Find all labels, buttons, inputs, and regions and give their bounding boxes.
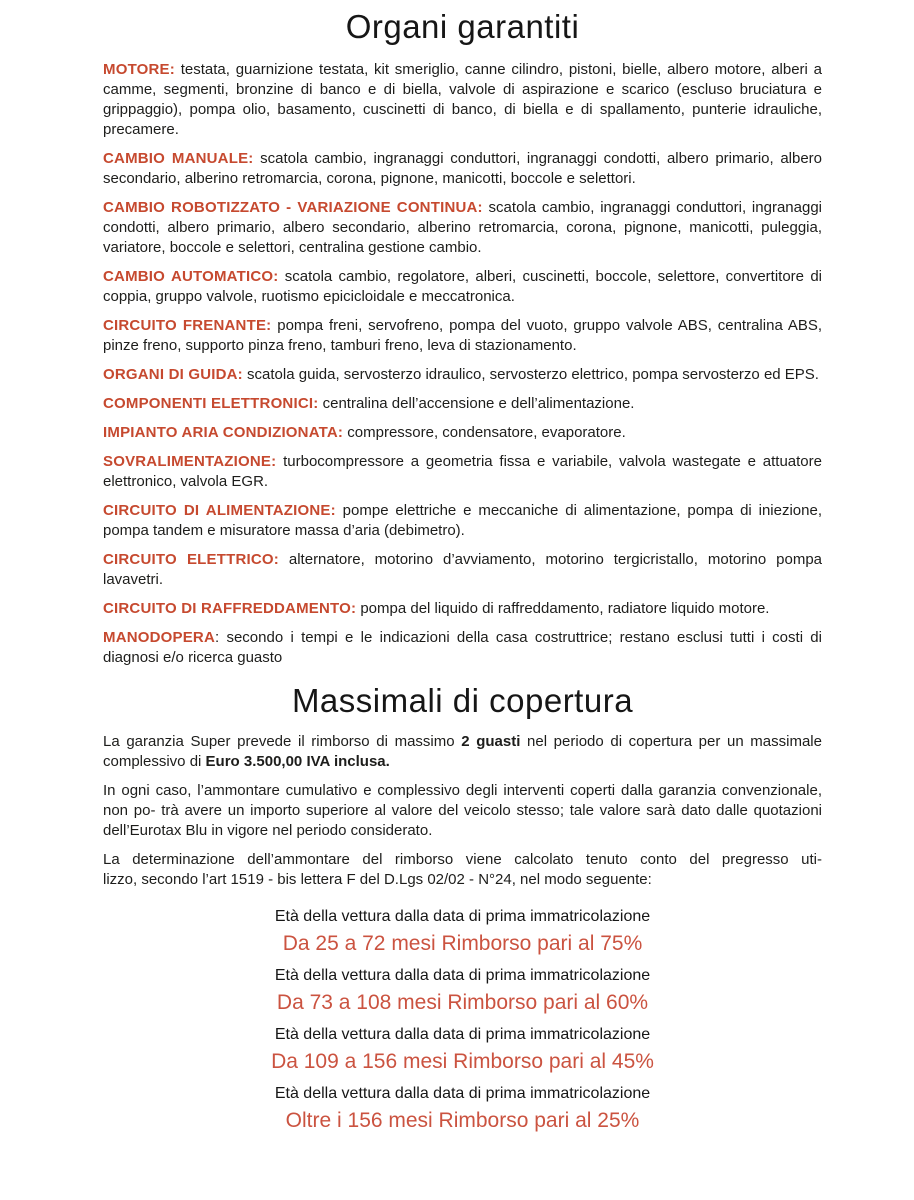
- warranty-item-label: MANODOPERA: [103, 629, 216, 646]
- warranty-item-label: IMPIANTO ARIA CONDIZIONATA:: [103, 424, 344, 441]
- warranty-item-text: alternatore, motorino d’avviamento, motorino tergicristallo, motorino pompa lavavetri.: [103, 551, 823, 588]
- vehicle-age-line: Età della vettura dalla data di prima immatricolazione: [274, 1085, 651, 1102]
- body-paragraph: [103, 732, 822, 772]
- warranty-item-label: CIRCUITO DI RAFFREDDAMENTO:: [103, 600, 357, 617]
- warranty-item-label: CIRCUITO DI ALIMENTAZIONE:: [103, 502, 336, 519]
- page-title-massimali-di-copertura: Massimali di copertura: [291, 682, 634, 719]
- refund-block: [103, 965, 822, 1016]
- warranty-item: [103, 550, 822, 590]
- warranty-item: [103, 423, 822, 443]
- warranty-item-label: COMPONENTI ELETTRONICI:: [103, 395, 319, 412]
- warranty-item: [103, 628, 822, 668]
- body-paragraph: [103, 781, 822, 841]
- warranty-item-label: CIRCUITO ELETTRICO:: [103, 551, 279, 568]
- warranty-item: [103, 316, 822, 356]
- refund-block: [103, 1024, 822, 1075]
- text-run: In ogni caso, l’ammontare cumulativo e complessivo degli interventi coperti dalla garanzia convenzionale, non po- trà avere un importo superiore al valore del veicolo stesso; tale valore sarà dato dalle quotazioni dell’Eurotax Blu in vigore nel periodo considerato.: [103, 782, 822, 839]
- warranty-item: [103, 60, 822, 140]
- vehicle-age-line: Età della vettura dalla data di prima immatricolazione: [274, 1026, 651, 1043]
- text-run: nel periodo di copertura per un massimale complessivo di: [103, 733, 822, 770]
- warranty-item-label: ORGANI DI GUIDA:: [103, 366, 243, 383]
- paragraph-line: lizzo, secondo l’art 1519 - bis lettera F del D.Lgs 02/02 - N°24, nel modo seguente:: [103, 871, 652, 888]
- refund-schedule-section: [103, 906, 822, 1134]
- warranty-item-text: testata, guarnizione testata, kit smeriglio, canne cilindro, pistoni, bielle, albero motore, alberi a camme, segmenti, bronzine di banco e di biella, valvole di aspirazione e scarico (escluso bruciatura e grippaggio), pompa olio, basamento, cuscinetti di banco, di biella e di spallamento, punterie idrauliche, precamere.: [103, 61, 822, 138]
- bold-text-run: Euro 3.500,00 IVA inclusa.: [205, 753, 390, 770]
- body-paragraph: [103, 850, 822, 890]
- warranty-item-text: scatola cambio, ingranaggi conduttori, ingranaggi condotti, albero primario, albero secondario, alberino retromarcia, corona, pignone, manicotti, puleggia, variatore, boccole e selettori, centralina gestione cambio.: [103, 199, 822, 256]
- warranty-item: [103, 599, 822, 619]
- refund-percentage-line: Da 109 a 156 mesi Rimborso pari al 45%: [271, 1050, 654, 1073]
- warranty-item-label: SOVRALIMENTAZIONE:: [103, 453, 277, 470]
- warranty-item: [103, 501, 822, 541]
- warranty-item: [103, 267, 822, 307]
- warranty-item-label: CAMBIO ROBOTIZZATO - VARIAZIONE CONTINUA:: [103, 199, 483, 216]
- massimali-paragraphs-section: [103, 732, 822, 890]
- warranty-item-text: compressore, condensatore, evaporatore.: [343, 424, 626, 441]
- warranty-item: [103, 394, 822, 414]
- page-title-organi-garantiti: Organi garantiti: [345, 8, 580, 45]
- warranty-item-text: : secondo i tempi e le indicazioni della casa costruttrice; restano esclusi tutti i costi di diagnosi e/o ricerca guasto: [103, 629, 822, 666]
- vehicle-age-line: Età della vettura dalla data di prima immatricolazione: [274, 967, 651, 984]
- warranty-item-text: turbocompressore a geometria fissa e variabile, valvola wastegate e attuatore elettronico, valvola EGR.: [103, 453, 822, 490]
- vehicle-age-line: Età della vettura dalla data di prima immatricolazione: [274, 908, 651, 925]
- warranty-item-text: pompe elettriche e meccaniche di alimentazione, pompa di iniezione, pompa tandem e misuratore massa d’aria (debimetro).: [103, 502, 822, 539]
- refund-percentage-line: Da 25 a 72 mesi Rimborso pari al 75%: [282, 932, 643, 955]
- warranty-item-label: CIRCUITO FRENANTE:: [103, 317, 272, 334]
- warranty-item-label: CAMBIO AUTOMATICO:: [103, 268, 279, 285]
- refund-percentage-line: Oltre i 156 mesi Rimborso pari al 25%: [285, 1109, 640, 1132]
- warranty-item-text: pompa freni, servofreno, pompa del vuoto, gruppo valvole ABS, centralina ABS, pinze freno, supporto pinza freno, tamburi freno, leva di stazionamento.: [103, 317, 823, 354]
- refund-block: [103, 1083, 822, 1134]
- bold-text-run: 2 guasti: [461, 733, 521, 750]
- warranty-item-text: scatola guida, servosterzo idraulico, servosterzo elettrico, pompa servosterzo ed EPS.: [242, 366, 819, 383]
- refund-block: [103, 906, 822, 957]
- warranty-item-text: scatola cambio, regolatore, alberi, cuscinetti, boccole, selettore, convertitore di coppia, gruppo valvole, ruotismo epicicloidale e meccatronica.: [103, 268, 822, 305]
- warranty-item-label: CAMBIO MANUALE:: [103, 150, 254, 167]
- text-run: La garanzia Super prevede il rimborso di massimo: [103, 733, 462, 750]
- warranty-item-label: MOTORE:: [103, 61, 175, 78]
- warranty-item: [103, 452, 822, 492]
- warranty-item: [103, 149, 822, 189]
- warranty-item-text: centralina dell’accensione e dell’alimentazione.: [318, 395, 635, 412]
- warranty-item-text: scatola cambio, ingranaggi conduttori, ingranaggi condotti, albero primario, albero secondario, alberino retromarcia, corona, pignone, manicotti, boccole e selettori.: [103, 150, 823, 187]
- warranty-item: [103, 198, 822, 258]
- warranty-item: [103, 365, 822, 385]
- warranty-items-section: [103, 60, 822, 668]
- refund-percentage-line: Da 73 a 108 mesi Rimborso pari al 60%: [276, 991, 649, 1014]
- paragraph-line: La determinazione dell’ammontare del rimborso viene calcolato tenuto conto del pregresso uti-: [103, 851, 822, 868]
- warranty-item-text: pompa del liquido di raffreddamento, radiatore liquido motore.: [356, 600, 770, 617]
